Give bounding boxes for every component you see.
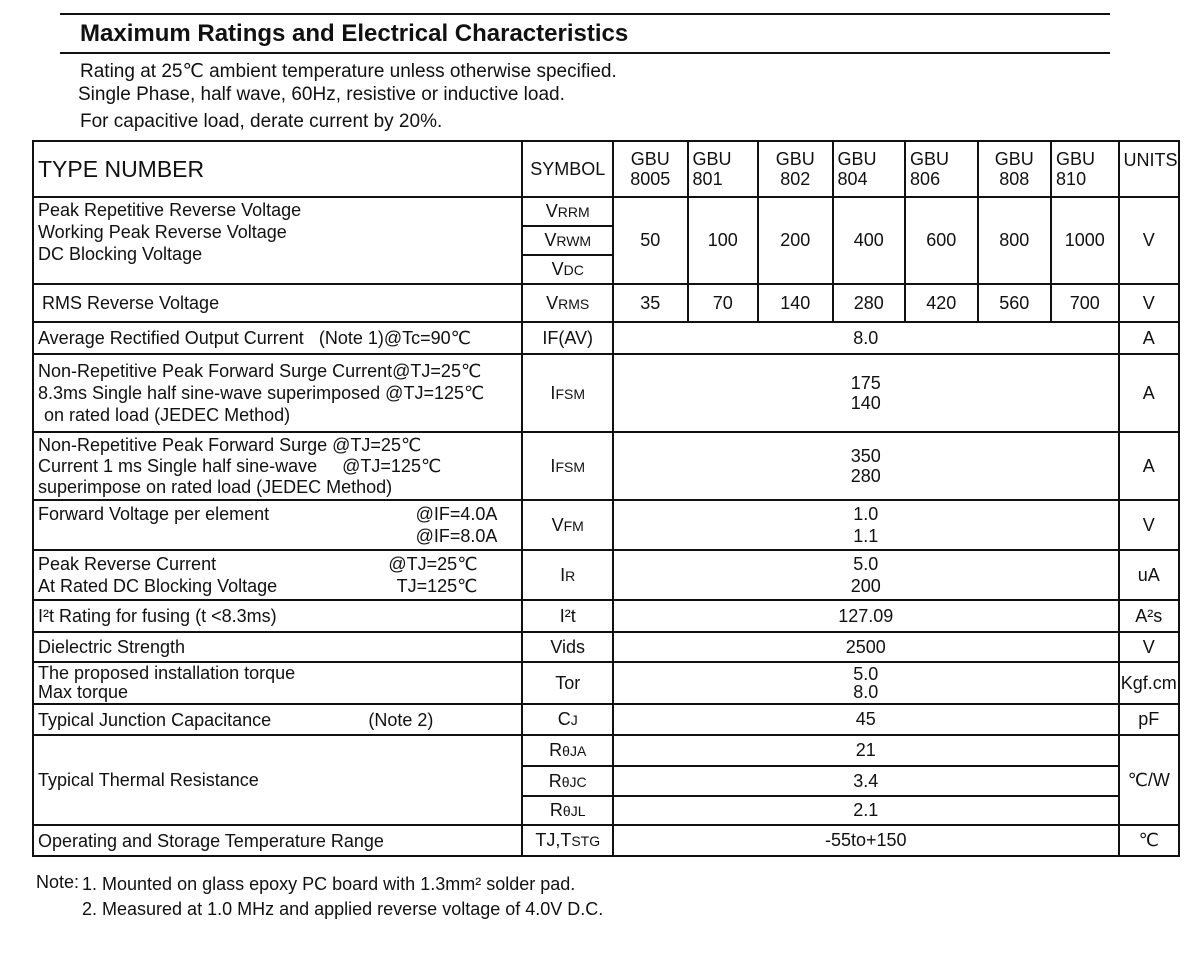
top-rule <box>60 13 1110 15</box>
unit-cell: V <box>1119 197 1179 284</box>
symbol-header: SYMBOL <box>522 141 613 197</box>
surge-1ms-param: Non-Repetitive Peak Forward Surge @TJ=25℃ Current 1 ms Single half sine-wave @TJ=125℃ superimpose on rated load (JEDEC Method) <box>33 432 522 500</box>
note-item: 2. Measured at 1.0 MHz and applied reverse voltage of 4.0V D.C. <box>82 899 604 919</box>
symbol-vrms: VRMS <box>522 284 613 322</box>
condition-capacitive: For capacitive load, derate current by 20%. <box>80 111 443 132</box>
table-cell: 5.0 200 <box>613 550 1118 600</box>
table-cell: 8.0 <box>613 322 1118 354</box>
symbol-vfm: VFM <box>522 500 613 550</box>
symbol-ir: IR <box>522 550 613 600</box>
table-cell: 50 <box>613 197 688 284</box>
unit-cell: uA <box>1119 550 1179 600</box>
table-row <box>33 284 1179 322</box>
notes-label: Note: <box>36 872 80 892</box>
table-cell: 400 <box>833 197 906 284</box>
note-item: 1. Mounted on glass epoxy PC board with 1.3mm² solder pad. <box>82 874 576 894</box>
notes <box>36 872 603 922</box>
table-cell: 45 <box>613 704 1118 735</box>
part-header: GBU 801 <box>688 141 758 197</box>
ratings-table <box>32 140 1180 857</box>
unit-cell: A²s <box>1119 600 1179 632</box>
table-row <box>33 735 1179 766</box>
part-header: GBU 810 <box>1051 141 1118 197</box>
symbol-ifsm: IFSM <box>522 432 613 500</box>
units-header: UNITS <box>1119 141 1179 197</box>
unit-cell: A <box>1119 354 1179 432</box>
table-cell: 2.1 <box>613 796 1118 825</box>
avg-current-param: Average Rectified Output Current (Note 1)@Tc=90℃ <box>33 322 522 354</box>
symbol-rja: RθJA <box>522 735 613 766</box>
unit-cell: ℃ <box>1119 825 1179 856</box>
table-row <box>33 197 1179 226</box>
header-row <box>33 141 1179 197</box>
table-row <box>33 632 1179 662</box>
title-underline <box>60 52 1110 54</box>
table-cell: 70 <box>688 284 758 322</box>
table-row <box>33 432 1179 500</box>
symbol-ifsm: IFSM <box>522 354 613 432</box>
voltage-params: Peak Repetitive Reverse Voltage Working Peak Reverse Voltage DC Blocking Voltage <box>33 197 522 284</box>
table-cell: 1000 <box>1051 197 1118 284</box>
thermal-param: Typical Thermal Resistance <box>33 735 522 825</box>
unit-cell: pF <box>1119 704 1179 735</box>
part-header: GBU 802 <box>758 141 833 197</box>
symbol-vrwm: VRWM <box>522 226 613 255</box>
table-cell: 560 <box>978 284 1052 322</box>
part-header: GBU 804 <box>833 141 906 197</box>
table-cell: -55to+150 <box>613 825 1118 856</box>
forward-voltage-param: Forward Voltage per element @IF=4.0A @IF=8.0A <box>33 500 522 550</box>
table-cell: 600 <box>905 197 978 284</box>
reverse-current-param: Peak Reverse Current @TJ=25℃ At Rated DC Blocking Voltage TJ=125℃ <box>33 550 522 600</box>
table-row <box>33 322 1179 354</box>
table-cell: 5.0 8.0 <box>613 662 1118 704</box>
table-row <box>33 500 1179 550</box>
i2t-param: I²t Rating for fusing (t <8.3ms) <box>33 600 522 632</box>
symbol-i2t: I²t <box>522 600 613 632</box>
table-cell: 800 <box>978 197 1052 284</box>
condition-ambient: Rating at 25℃ ambient temperature unless otherwise specified. <box>80 61 617 82</box>
symbol-ifav: IF(AV) <box>522 322 613 354</box>
table-cell: 3.4 <box>613 766 1118 796</box>
type-number-header: TYPE NUMBER <box>33 141 522 197</box>
table-row <box>33 600 1179 632</box>
torque-param: The proposed installation torque Max torque <box>33 662 522 704</box>
unit-cell: V <box>1119 284 1179 322</box>
table-cell: 21 <box>613 735 1118 766</box>
part-header: GBU 8005 <box>613 141 688 197</box>
symbol-rjc: RθJC <box>522 766 613 796</box>
capacitance-param: Typical Junction Capacitance (Note 2) <box>33 704 522 735</box>
table-cell: 140 <box>758 284 833 322</box>
table-cell: 100 <box>688 197 758 284</box>
table-cell: 280 <box>833 284 906 322</box>
table-cell: 35 <box>613 284 688 322</box>
table-cell: 1.0 1.1 <box>613 500 1118 550</box>
part-header: GBU 806 <box>905 141 978 197</box>
table-cell: 2500 <box>613 632 1118 662</box>
table-cell: 420 <box>905 284 978 322</box>
table-row <box>33 704 1179 735</box>
temperature-param: Operating and Storage Temperature Range <box>33 825 522 856</box>
table-cell: 175 140 <box>613 354 1118 432</box>
unit-cell: ℃/W <box>1119 735 1179 825</box>
table-cell: 350 280 <box>613 432 1118 500</box>
table-row <box>33 662 1179 704</box>
surge-8ms-param: Non-Repetitive Peak Forward Surge Current@TJ=25℃ 8.3ms Single half sine-wave superimposed @TJ=125℃ on rated load (JEDEC Method) <box>33 354 522 432</box>
unit-cell: V <box>1119 632 1179 662</box>
symbol-vdc: VDC <box>522 255 613 284</box>
part-header: GBU 808 <box>978 141 1052 197</box>
table-row <box>33 550 1179 600</box>
condition-phase: Single Phase, half wave, 60Hz, resistive or inductive load. <box>78 84 565 105</box>
symbol-tj-tstg: TJ,TSTG <box>522 825 613 856</box>
table-row <box>33 825 1179 856</box>
table-row <box>33 354 1179 432</box>
symbol-cj: CJ <box>522 704 613 735</box>
symbol-tor: Tor <box>522 662 613 704</box>
unit-cell: A <box>1119 322 1179 354</box>
unit-cell: Kgf.cm <box>1119 662 1179 704</box>
unit-cell: A <box>1119 432 1179 500</box>
unit-cell: V <box>1119 500 1179 550</box>
dielectric-param: Dielectric Strength <box>33 632 522 662</box>
symbol-vids: Vids <box>522 632 613 662</box>
section-title: Maximum Ratings and Electrical Characteristics <box>80 20 629 47</box>
symbol-vrrm: VRRM <box>522 197 613 226</box>
symbol-rjl: RθJL <box>522 796 613 825</box>
table-cell: 200 <box>758 197 833 284</box>
table-cell: 700 <box>1051 284 1118 322</box>
table-cell: 127.09 <box>613 600 1118 632</box>
rms-param: RMS Reverse Voltage <box>33 284 522 322</box>
